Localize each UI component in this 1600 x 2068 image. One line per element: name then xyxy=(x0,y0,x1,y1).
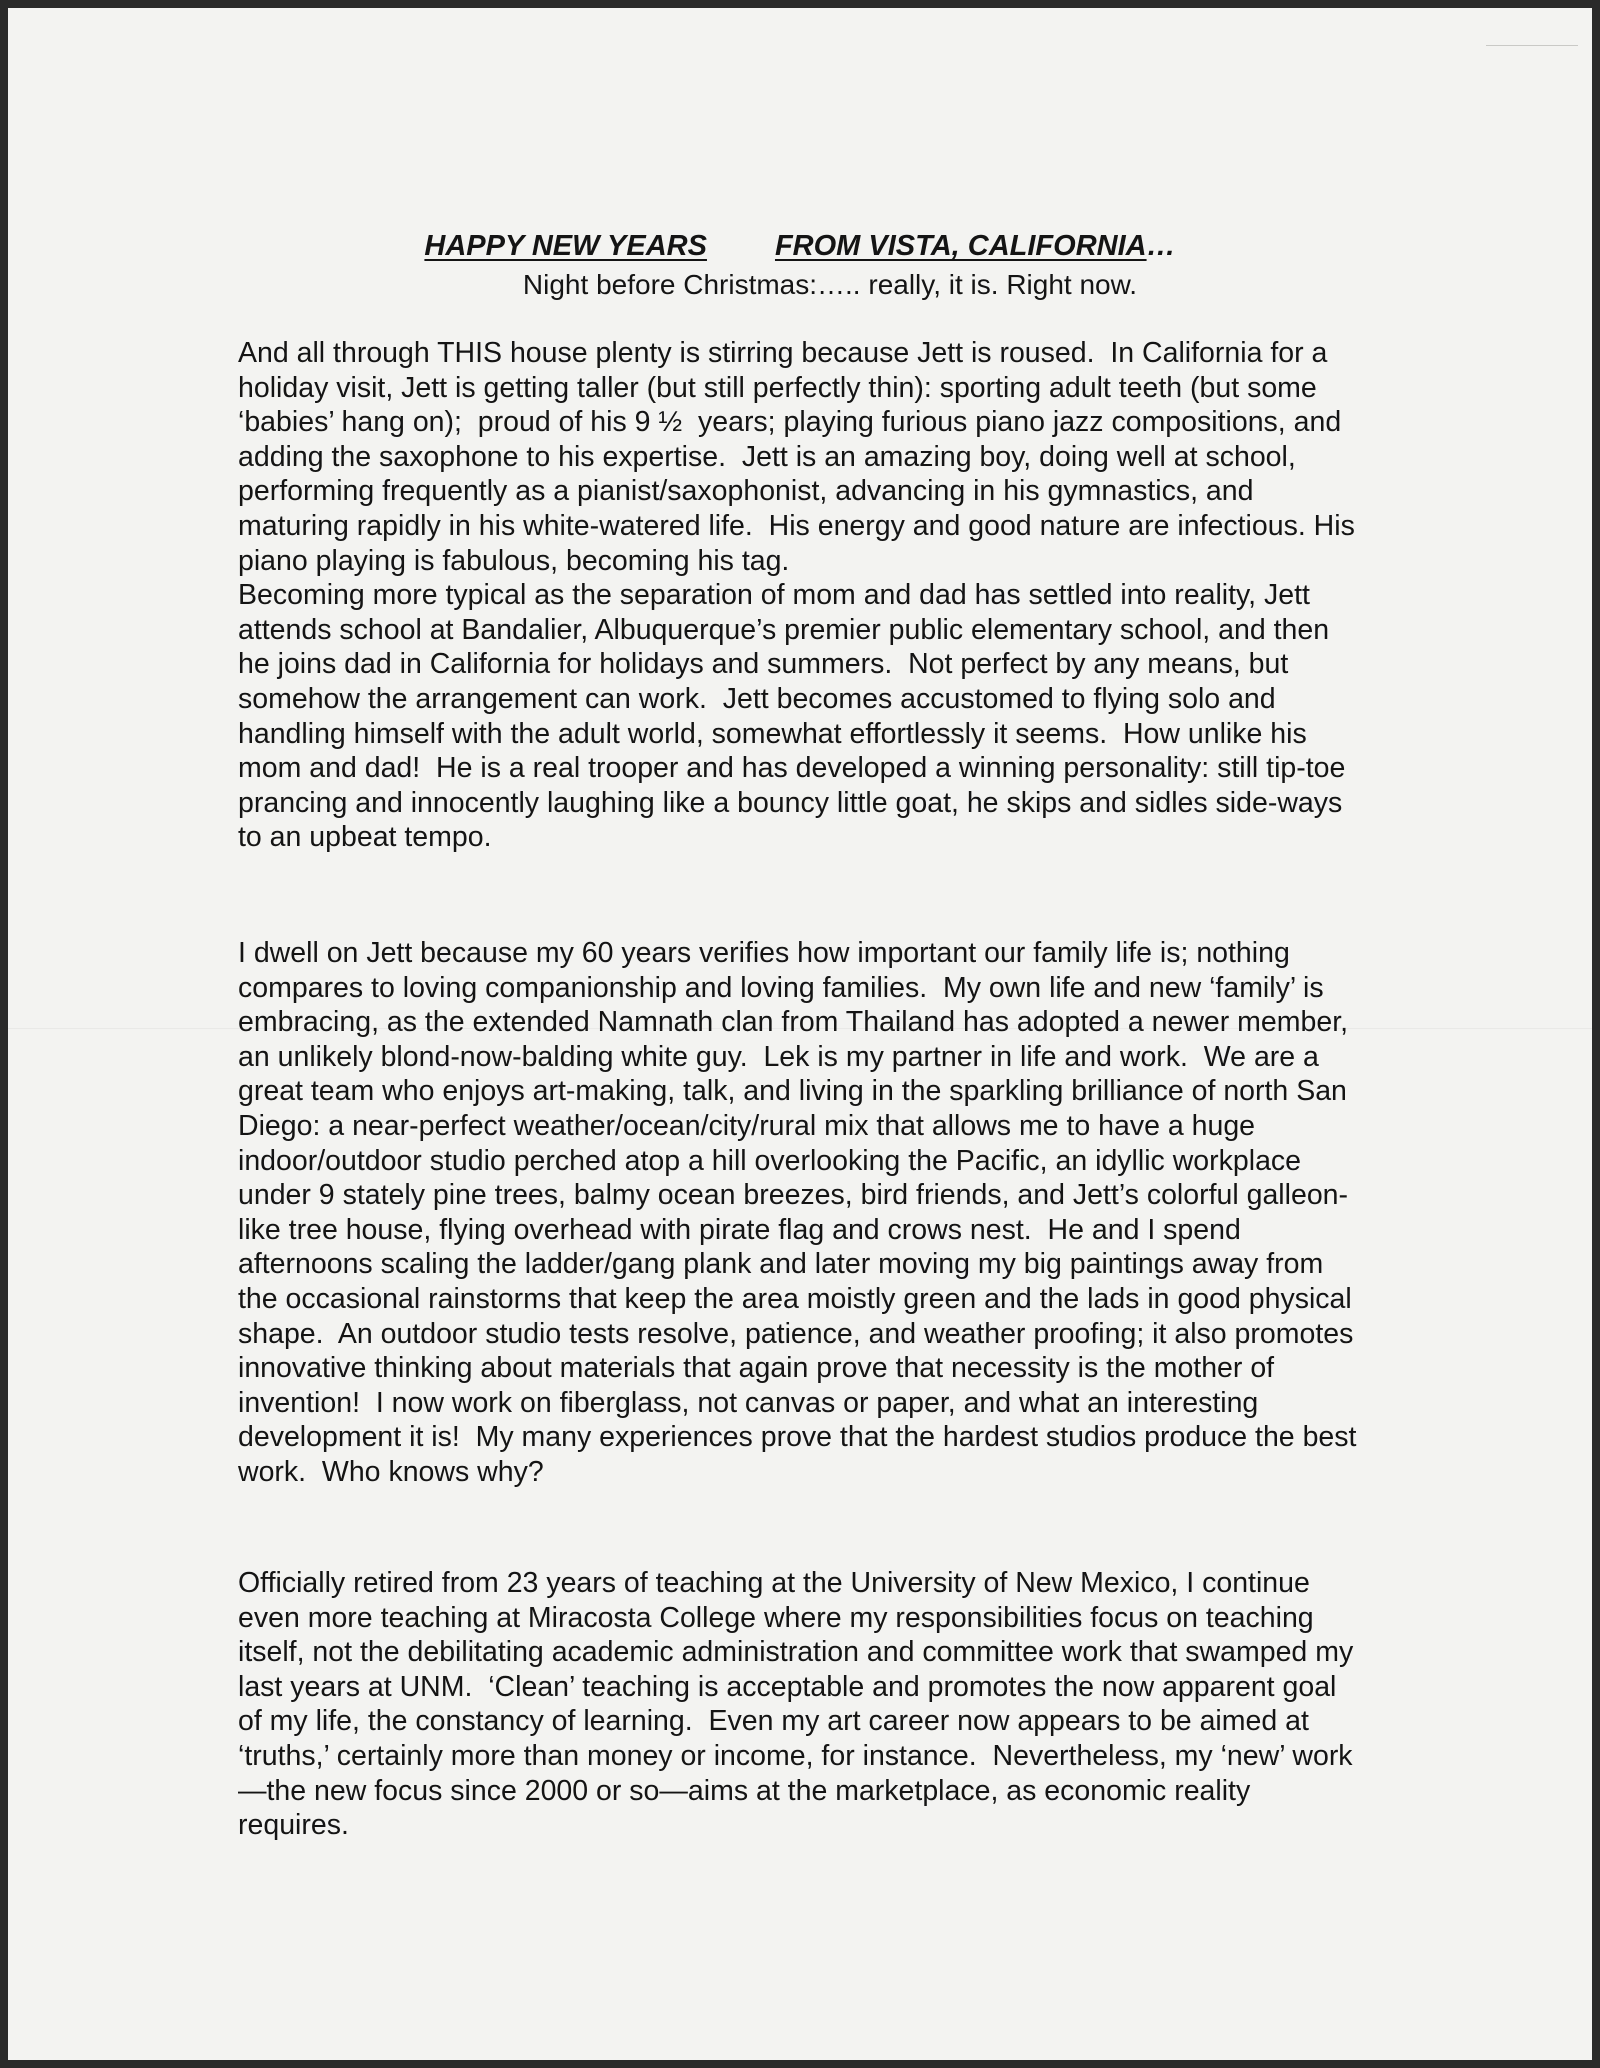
paragraph-family-studio: I dwell on Jett because my 60 years verifies how important our family life is; nothing compares to loving companionship and loving families. My own life and new ‘family’ is embracing, as the extended Namnath clan from Thailand has adopted a newer member, an unlikely blond-now-balding white guy. Lek is my partner in life and work. We are a great team who enjoys art-making, talk, and living in the sparkling brilliance of north San Diego: a near-perfect weather/ocean/city/rural mix that allows me to have a huge indoor/outdoor studio perched atop a hill overlooking the Pacific, an idyllic workplace under 9 stately pine trees, balmy ocean breezes, bird friends, and Jett’s colorful galleon-like tree house, flying overhead with pirate flag and crows nest. He and I spend afternoons scaling the ladder/gang plank and later moving my big paintings away from the occasional rainstorms that keep the area moistly green and the lads in good physical shape. An outdoor studio tests resolve, patience, and weather proofing; it also promotes innovative thinking about materials that again prove that necessity is the mother of invention! I now work on fiberglass, not canvas or paper, and what an interesting development it is! My many experiences prove that the hardest studios produce the best work. Who knows why? xyxy=(238,937,1365,1488)
heading-trail: … xyxy=(1146,230,1176,262)
letter-subheading: Night before Christmas:….. really, it is. Right now. xyxy=(522,269,1138,300)
page-edge-mark xyxy=(1486,45,1578,46)
heading-greeting: HAPPY NEW YEARS xyxy=(424,230,707,262)
paragraph-jett: And all through THIS house plenty is stirring because Jett is roused. In California for a holiday visit, Jett is getting taller (but still perfectly thin): sporting adult teeth (but some ‘babies’ hang on); proud of his 9 ½ years; playing furious piano jazz compositions, and adding the saxophone to his expertise. Jett is an amazing boy, doing well at school, performing frequently as a pianist/saxophonist, advancing in his gymnastics, and maturing rapidly in his white-watered life. His energy and good nature are infectious. His piano playing is fabulous, becoming his tag. Becoming more typical as the separation of mom and dad has settled into reality, Jett attends school at Bandalier, Albuquerque’s premier public elementary school, and then he joins dad in California for holidays and summers. Not perfect by any means, but somehow the arrangement can work. Jett becomes accustomed to flying solo and handling himself with the adult world, somewhat effortlessly it seems. How unlike his mom and dad! He is a real trooper and has developed a winning personality: still tip-toe prancing and innocently laughing like a bouncy little goat, he skips and sidles side-ways to an upbeat tempo. xyxy=(238,337,1355,854)
letter-heading xyxy=(8,228,1592,264)
letter-page xyxy=(8,8,1592,2060)
heading-location: FROM VISTA, CALIFORNIA xyxy=(774,230,1147,262)
paragraph-teaching: Officially retired from 23 years of teaching at the University of New Mexico, I continue even more teaching at Miracosta College where my responsibilities focus on teaching itself, not the debilitating academic administration and committee work that swamped my last years at UNM. ‘Clean’ teaching is acceptable and promotes the now apparent goal of my life, the constancy of learning. Even my art career now appears to be aimed at ‘truths,’ certainly more than money or income, for instance. Nevertheless, my ‘new’ work—the new focus since 2000 or so—aims at the marketplace, as economic reality requires. xyxy=(238,1567,1362,1842)
